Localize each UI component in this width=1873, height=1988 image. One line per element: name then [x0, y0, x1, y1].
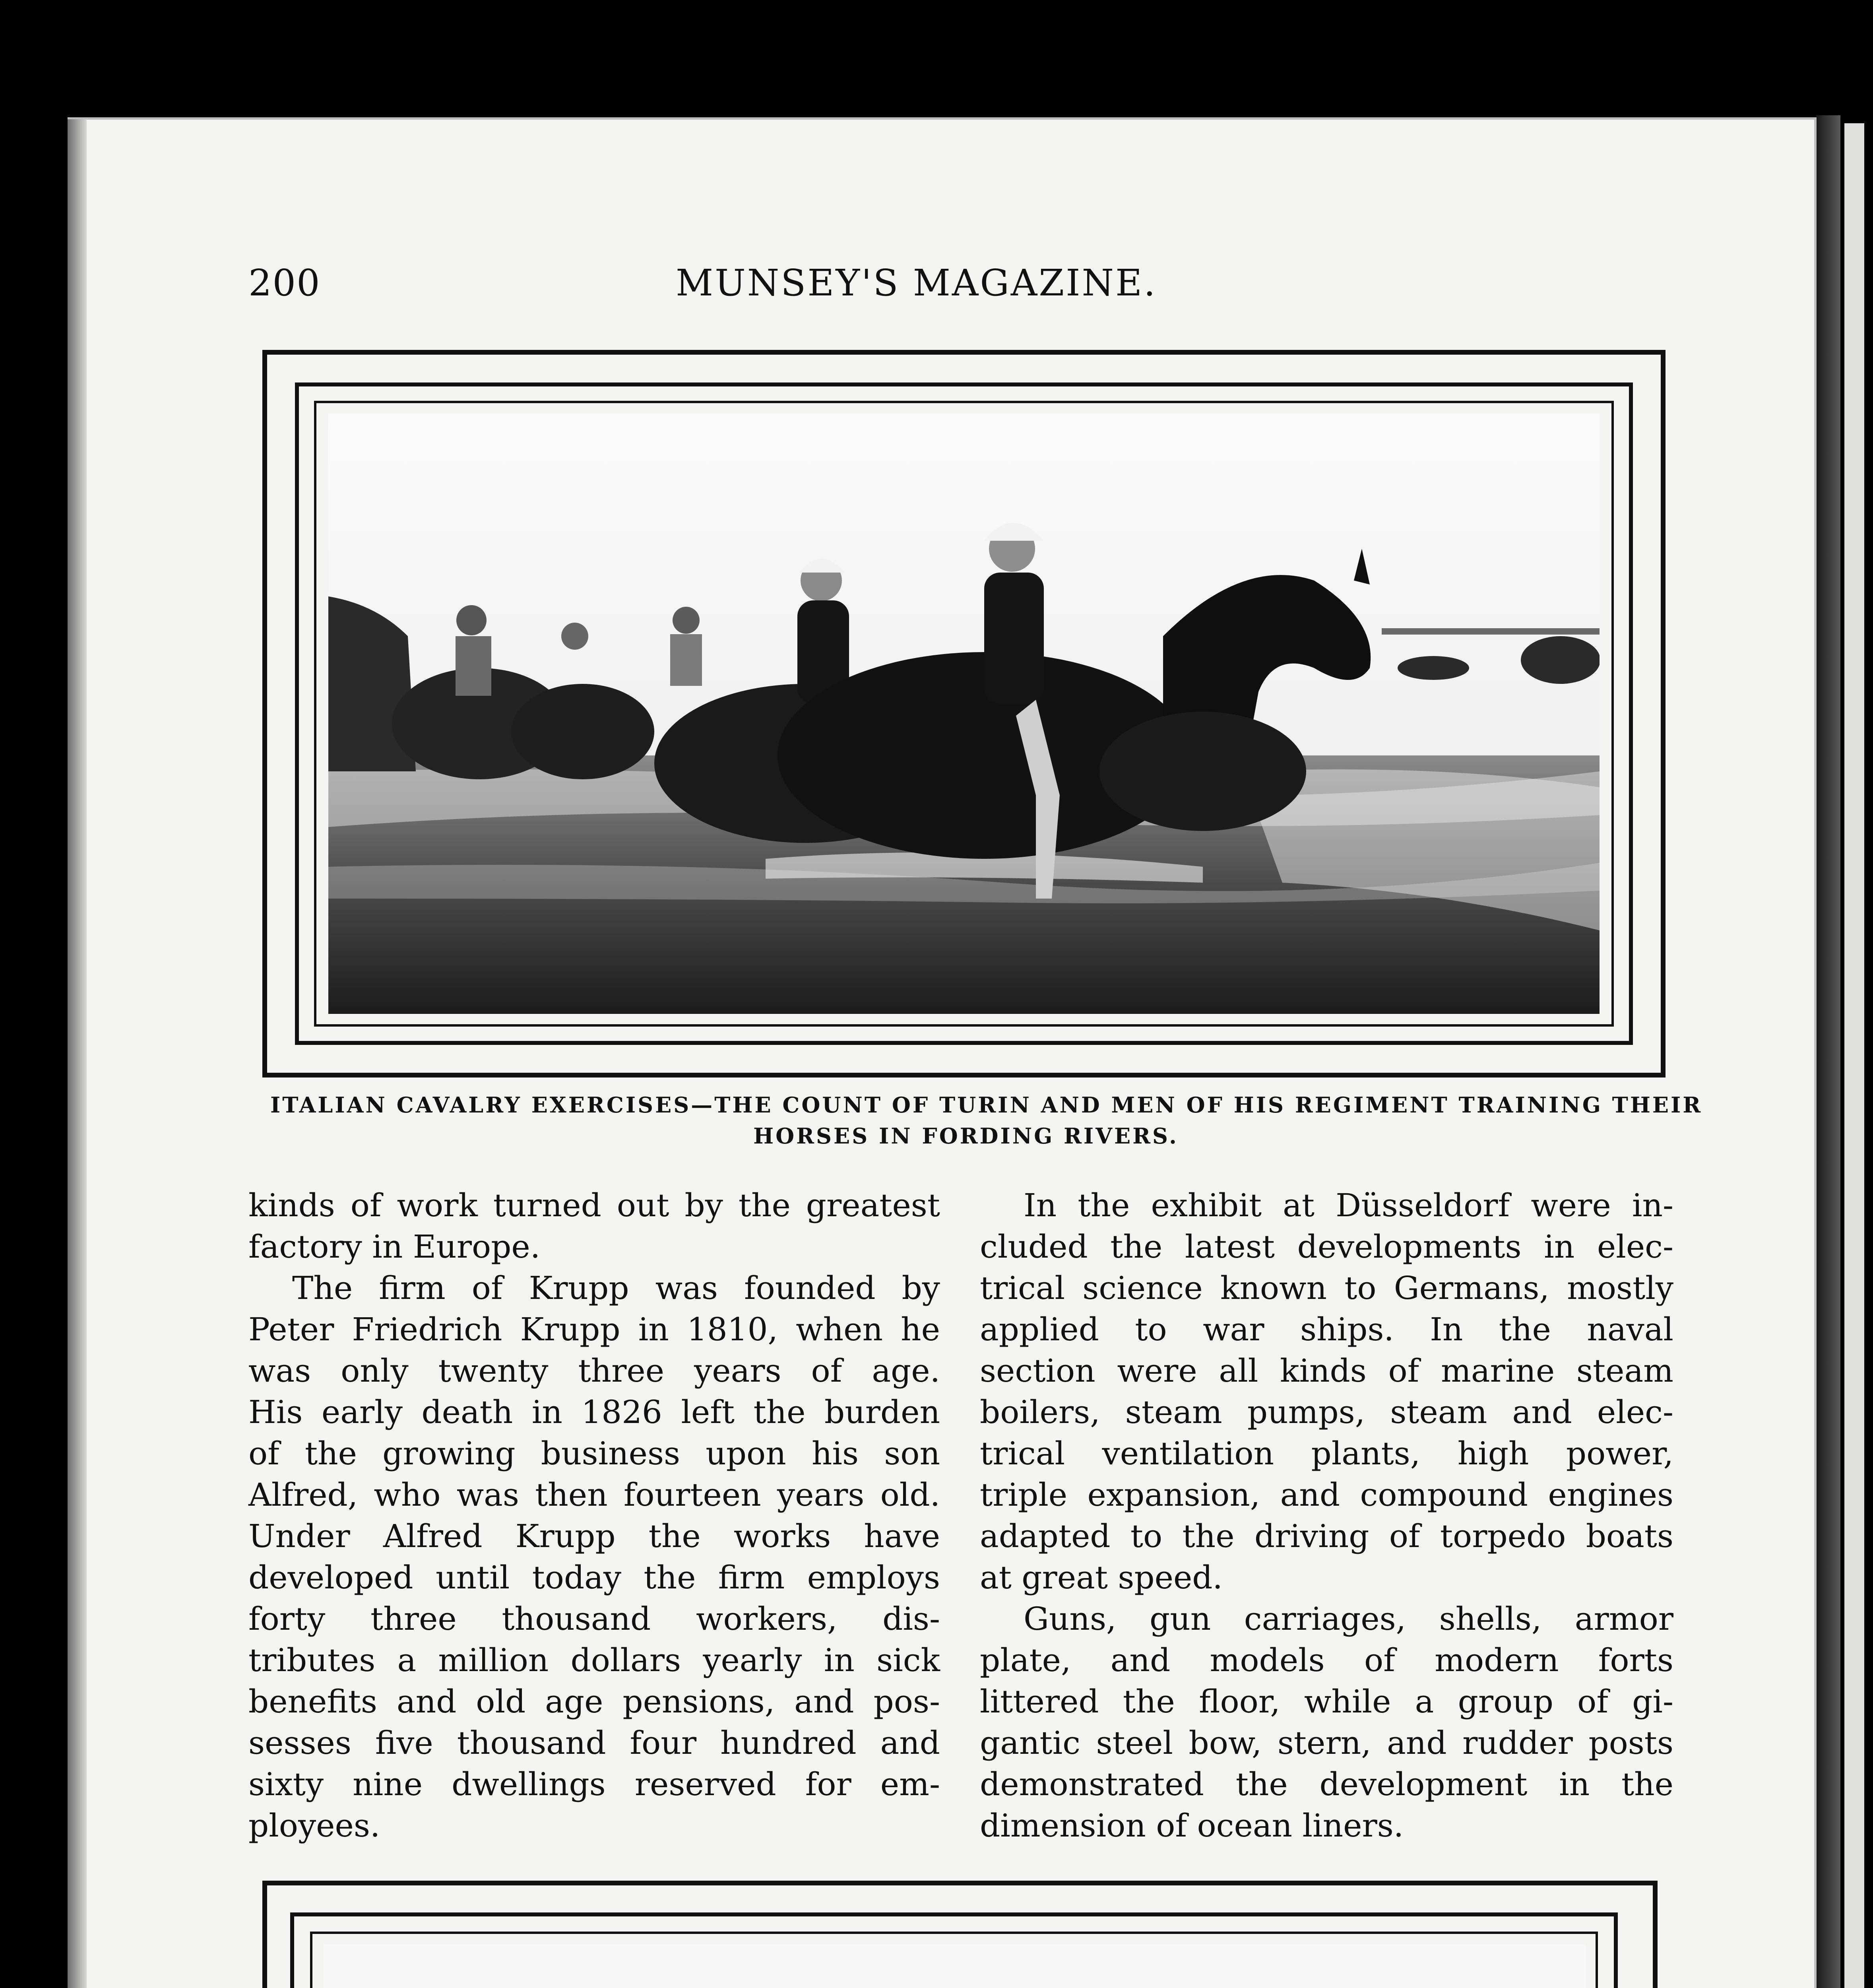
text-line: dimension of ocean liners.	[980, 1807, 1404, 1844]
text-column-left	[248, 1185, 940, 1846]
text-line: ployees.	[248, 1807, 380, 1844]
text-column-right	[980, 1185, 1673, 1846]
text-line: factory in Europe.	[248, 1228, 541, 1265]
text-line: His early death in 1826 left the burden	[248, 1394, 940, 1431]
text-line: littered the floor, while a group of gi-	[980, 1683, 1673, 1720]
text-line: cluded the latest developments in elec-	[980, 1228, 1673, 1265]
text-line: In the exhibit at Düsseldorf were in-	[1024, 1187, 1673, 1224]
text-line: sesses five thousand four hundred and	[248, 1724, 940, 1761]
page-spine-shadow	[1817, 115, 1840, 1988]
text-line: trical science known to Germans, mostly	[980, 1270, 1673, 1307]
running-head: MUNSEY'S MAGAZINE.	[676, 262, 1157, 304]
figure-1-caption-line-1: ITALIAN CAVALRY EXERCISES—THE COUNT OF TURIN AND MEN OF HIS REGIMENT TRAINING THEIR	[270, 1092, 1703, 1118]
figure-1-caption-line-2: HORSES IN FORDING RIVERS.	[753, 1123, 1179, 1149]
page-number: 200	[248, 262, 321, 304]
text-line: Guns, gun carriages, shells, armor	[1024, 1600, 1673, 1637]
text-line: of the growing business upon his son	[248, 1435, 940, 1472]
text-line: sixty nine dwellings reserved for em-	[248, 1766, 940, 1803]
text-line: adapted to the driving of torpedo boats	[980, 1518, 1673, 1555]
cavalry-fording-photo	[328, 414, 1600, 1014]
text-line: applied to war ships. In the naval	[980, 1311, 1673, 1348]
text-line: Alfred, who was then fourteen years old.	[248, 1476, 940, 1513]
text-line: at great speed.	[980, 1559, 1223, 1596]
text-line: Peter Friedrich Krupp in 1810, when he	[248, 1311, 940, 1348]
text-line: benefits and old age pensions, and pos-	[248, 1683, 940, 1720]
text-line: was only twenty three years of age.	[248, 1352, 940, 1389]
page-edge-left	[68, 119, 87, 1988]
text-line: The firm of Krupp was founded by	[292, 1270, 940, 1307]
text-line: plate, and models of modern forts	[980, 1642, 1673, 1679]
page-edge-far	[1844, 123, 1864, 1988]
count-swimming-photo	[324, 1944, 1586, 1988]
text-line: triple expansion, and compound engines	[980, 1476, 1673, 1513]
text-line: section were all kinds of marine steam	[980, 1352, 1673, 1389]
figure-1-caption	[270, 1089, 1703, 1151]
text-line: forty three thousand workers, dis-	[248, 1600, 940, 1637]
text-line: boilers, steam pumps, steam and elec-	[980, 1394, 1673, 1431]
text-line: Under Alfred Krupp the works have	[248, 1518, 940, 1555]
text-line: trical ventilation plants, high power,	[980, 1435, 1673, 1472]
text-line: kinds of work turned out by the greatest	[248, 1187, 940, 1224]
text-line: developed until today the firm employs	[248, 1559, 940, 1596]
text-line: demonstrated the development in the	[980, 1766, 1673, 1803]
text-line: gantic steel bow, stern, and rudder posts	[980, 1724, 1673, 1761]
text-line: tributes a million dollars yearly in sick	[248, 1642, 940, 1679]
